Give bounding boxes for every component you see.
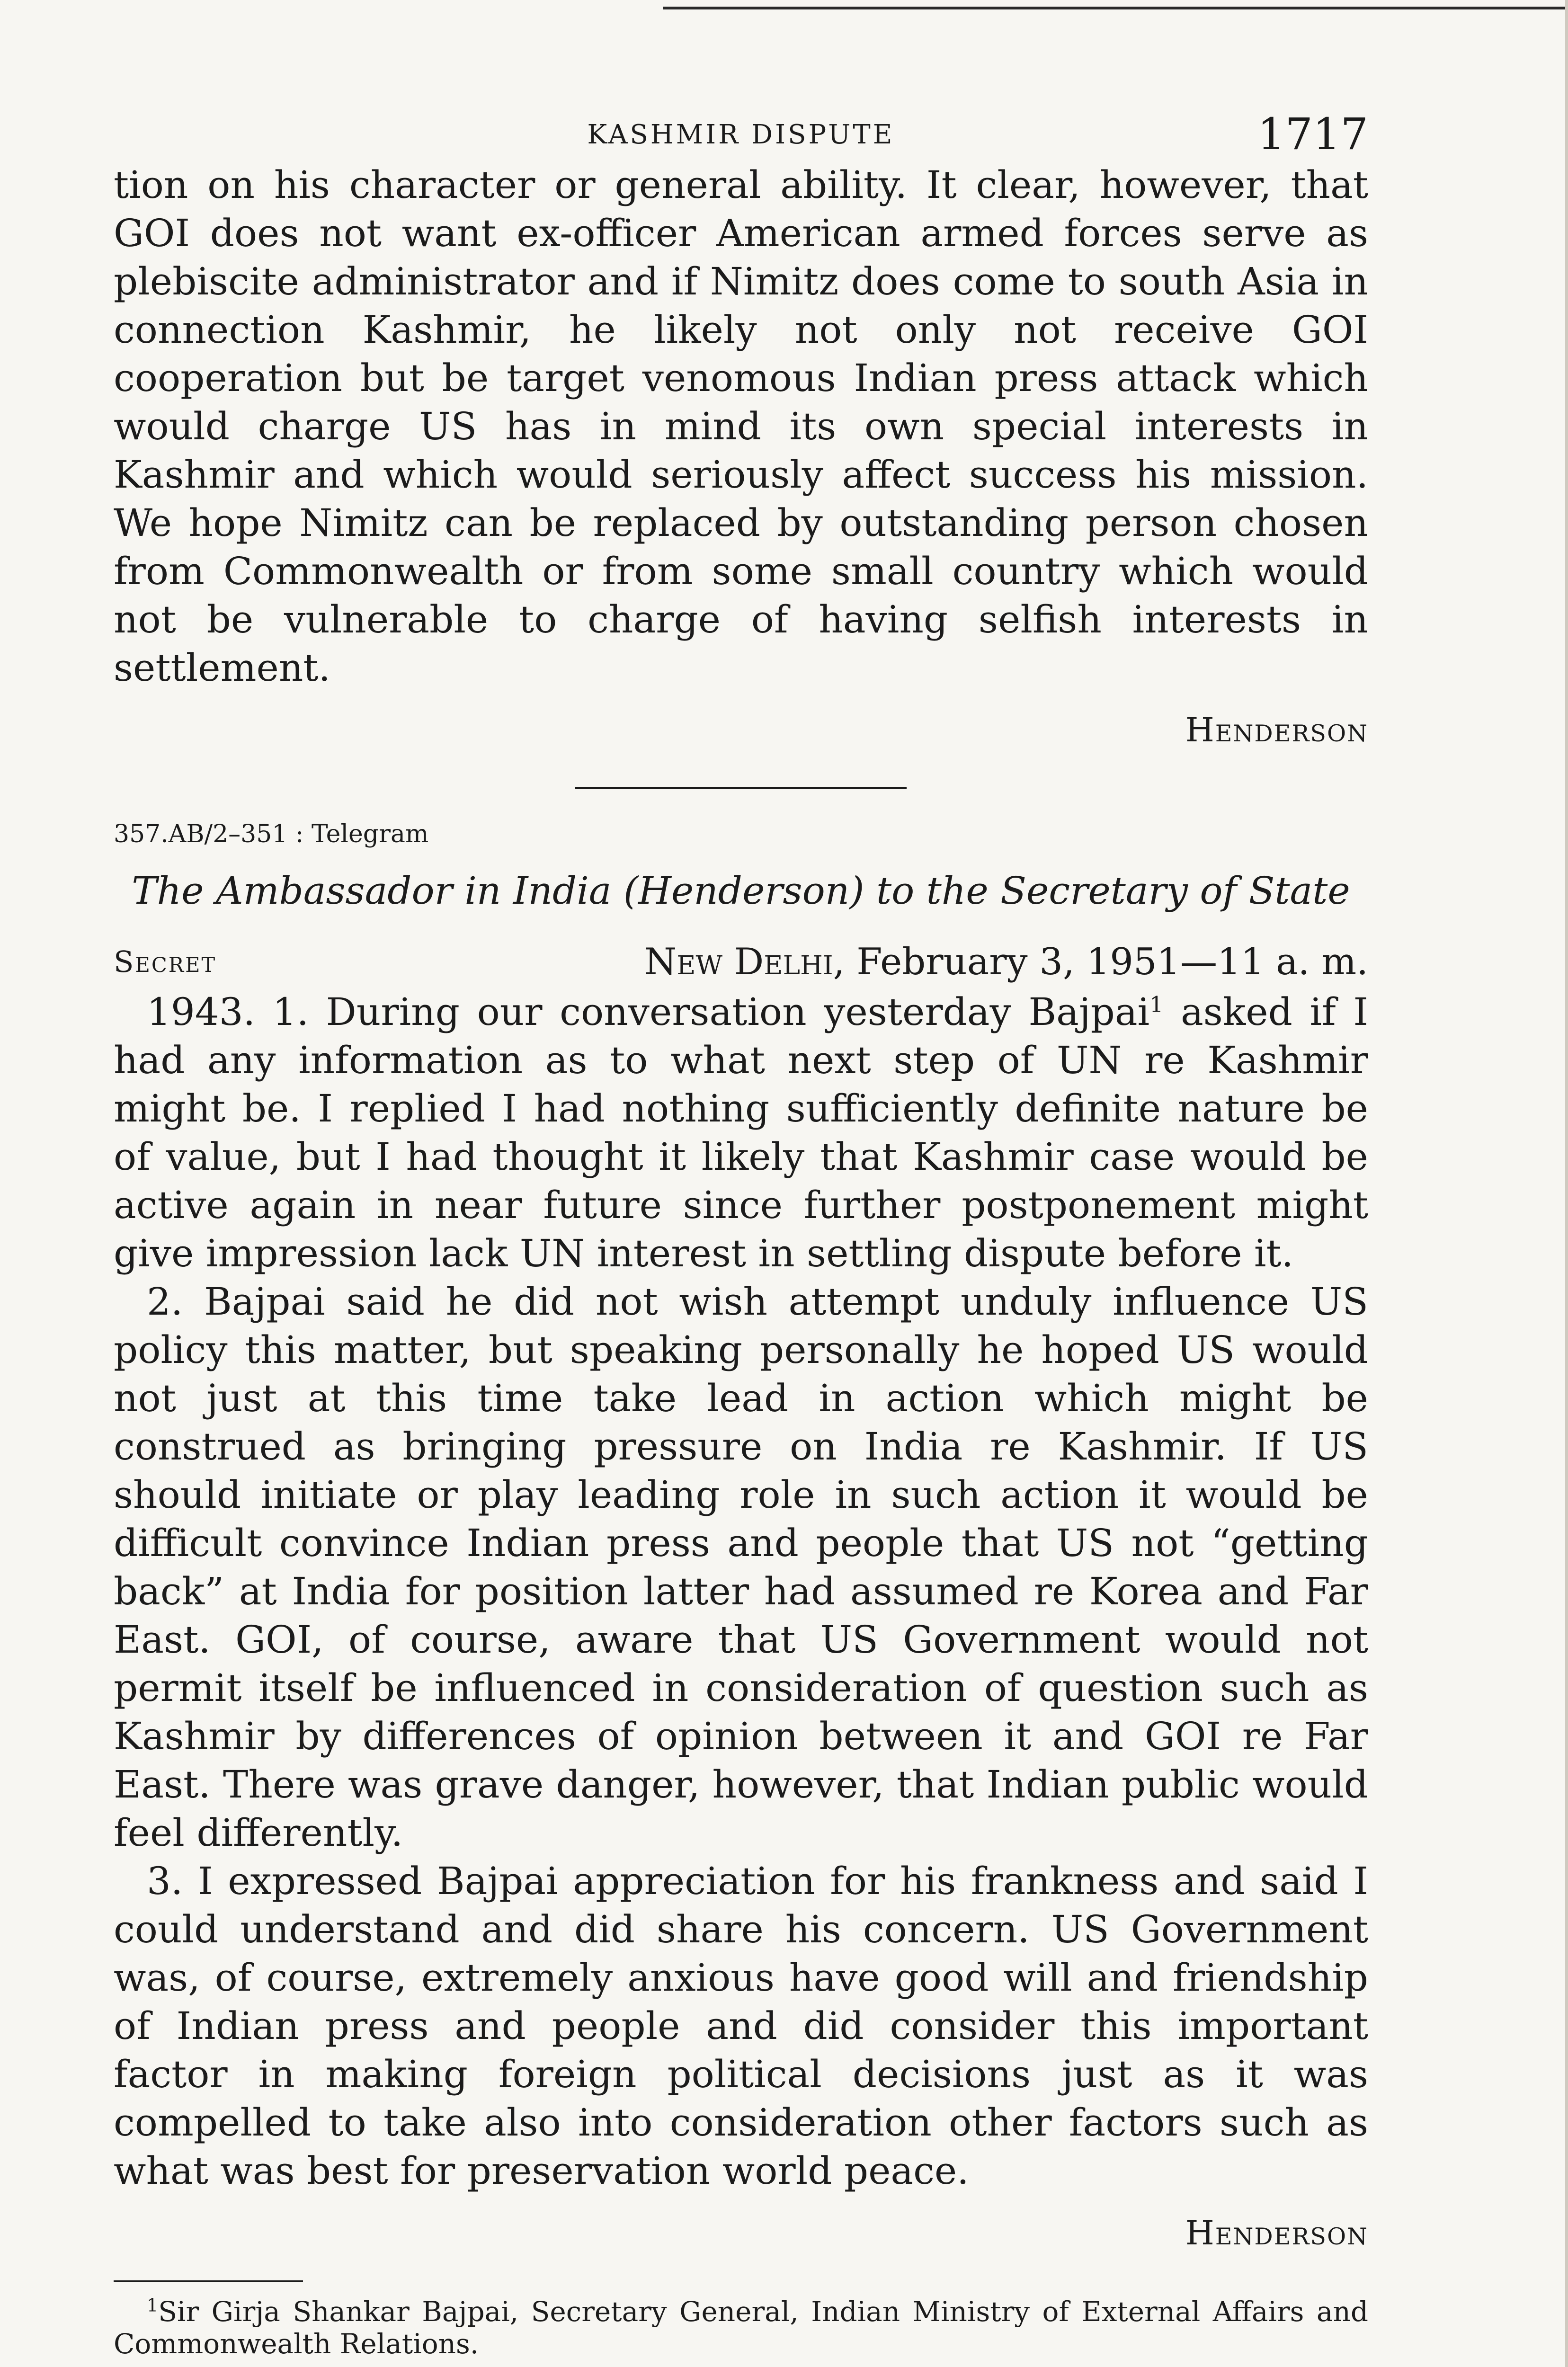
footnote [114, 2296, 1368, 2360]
footnote-text: Sir Girja Shankar Bajpai, Secretary General, Indian Ministry of External Affairs and Commonwealth Relations. [114, 2296, 1368, 2360]
top-edge-rule [663, 7, 1568, 9]
continuation-paragraph: tion on his character or general ability. It clear, however, that GOI does not want ex-officer American armed forces serve as plebiscite administrator and if Nimitz does come to south Asia in connection Kashmir, he likely not only not receive GOI cooperation but be target venomous Indian press attack which would charge US has in mind its own special interests in Kashmir and which would seriously affect success his mission. We hope Nimitz can be replaced by outstanding person chosen from Commonwealth or from some small country which would not be vulnerable to charge of having selfish interests in settlement. [114, 163, 1368, 690]
place: New Delhi, [644, 941, 845, 983]
paragraph-1-rest: asked if I had any information as to what next step of UN re Kashmir might be. I replied I had nothing sufficiently definite nature be of value, but I had thought it likely that Kashmir case would be active again in near future since further postponement might give impression lack UN interest in settling dispute before it. [114, 990, 1368, 1275]
place-date [644, 936, 1368, 988]
document-page [114, 109, 1368, 2360]
paragraph-3: 3. I expressed Bajpai appreciation for his frankness and said I could understand and did share his concern. US Government was, of course, extremely anxious have good will and friendship of Indian press and people and did consider this important factor in making foreign political decisions just as it was compelled to take also into consideration other factors such as what was best for preservation world peace. [114, 1859, 1368, 2193]
document-title: The Ambassador in India (Henderson) to the Secretary of State [132, 869, 1350, 913]
paragraph-2: 2. Bajpai said he did not wish attempt unduly influence US policy this matter, but speaking personally he hoped US would not just at this time take lead in action which might be construed as bringing pressure on India re Kashmir. If US should initiate or play leading role in such action it would be difficult convince Indian press and people that US not “getting back” at India for position latter had assumed re Korea and Far East. GOI, of course, aware that US Government would not permit itself be influenced in consideration of question such as Kashmir by differences of opinion between it and GOI re Far East. There was grave danger, however, that Indian public would feel differently. [114, 1280, 1368, 1855]
classification-label: Secret [114, 944, 217, 979]
page-edge [1565, 0, 1568, 2367]
date: February 3, 1951—11 a. m. [856, 941, 1368, 983]
footnote-reference: 1 [1149, 991, 1164, 1017]
paragraph-1-start: 1943. 1. During our conversation yesterday Bajpai [147, 990, 1150, 1034]
page-number: 1717 [1257, 109, 1368, 160]
paragraph-1 [114, 988, 1368, 1278]
signature-henderson-2: Henderson [1185, 2214, 1368, 2252]
footnote-marker: 1 [147, 2295, 159, 2316]
dateline [114, 936, 1368, 988]
section-divider [575, 787, 907, 789]
running-title: KASHMIR DISPUTE [587, 119, 895, 150]
file-reference: 357.AB/2–351 : Telegram [114, 820, 429, 848]
footnote-divider [114, 2280, 303, 2282]
signature-henderson-1: Henderson [1185, 711, 1368, 749]
running-head [114, 109, 1368, 161]
